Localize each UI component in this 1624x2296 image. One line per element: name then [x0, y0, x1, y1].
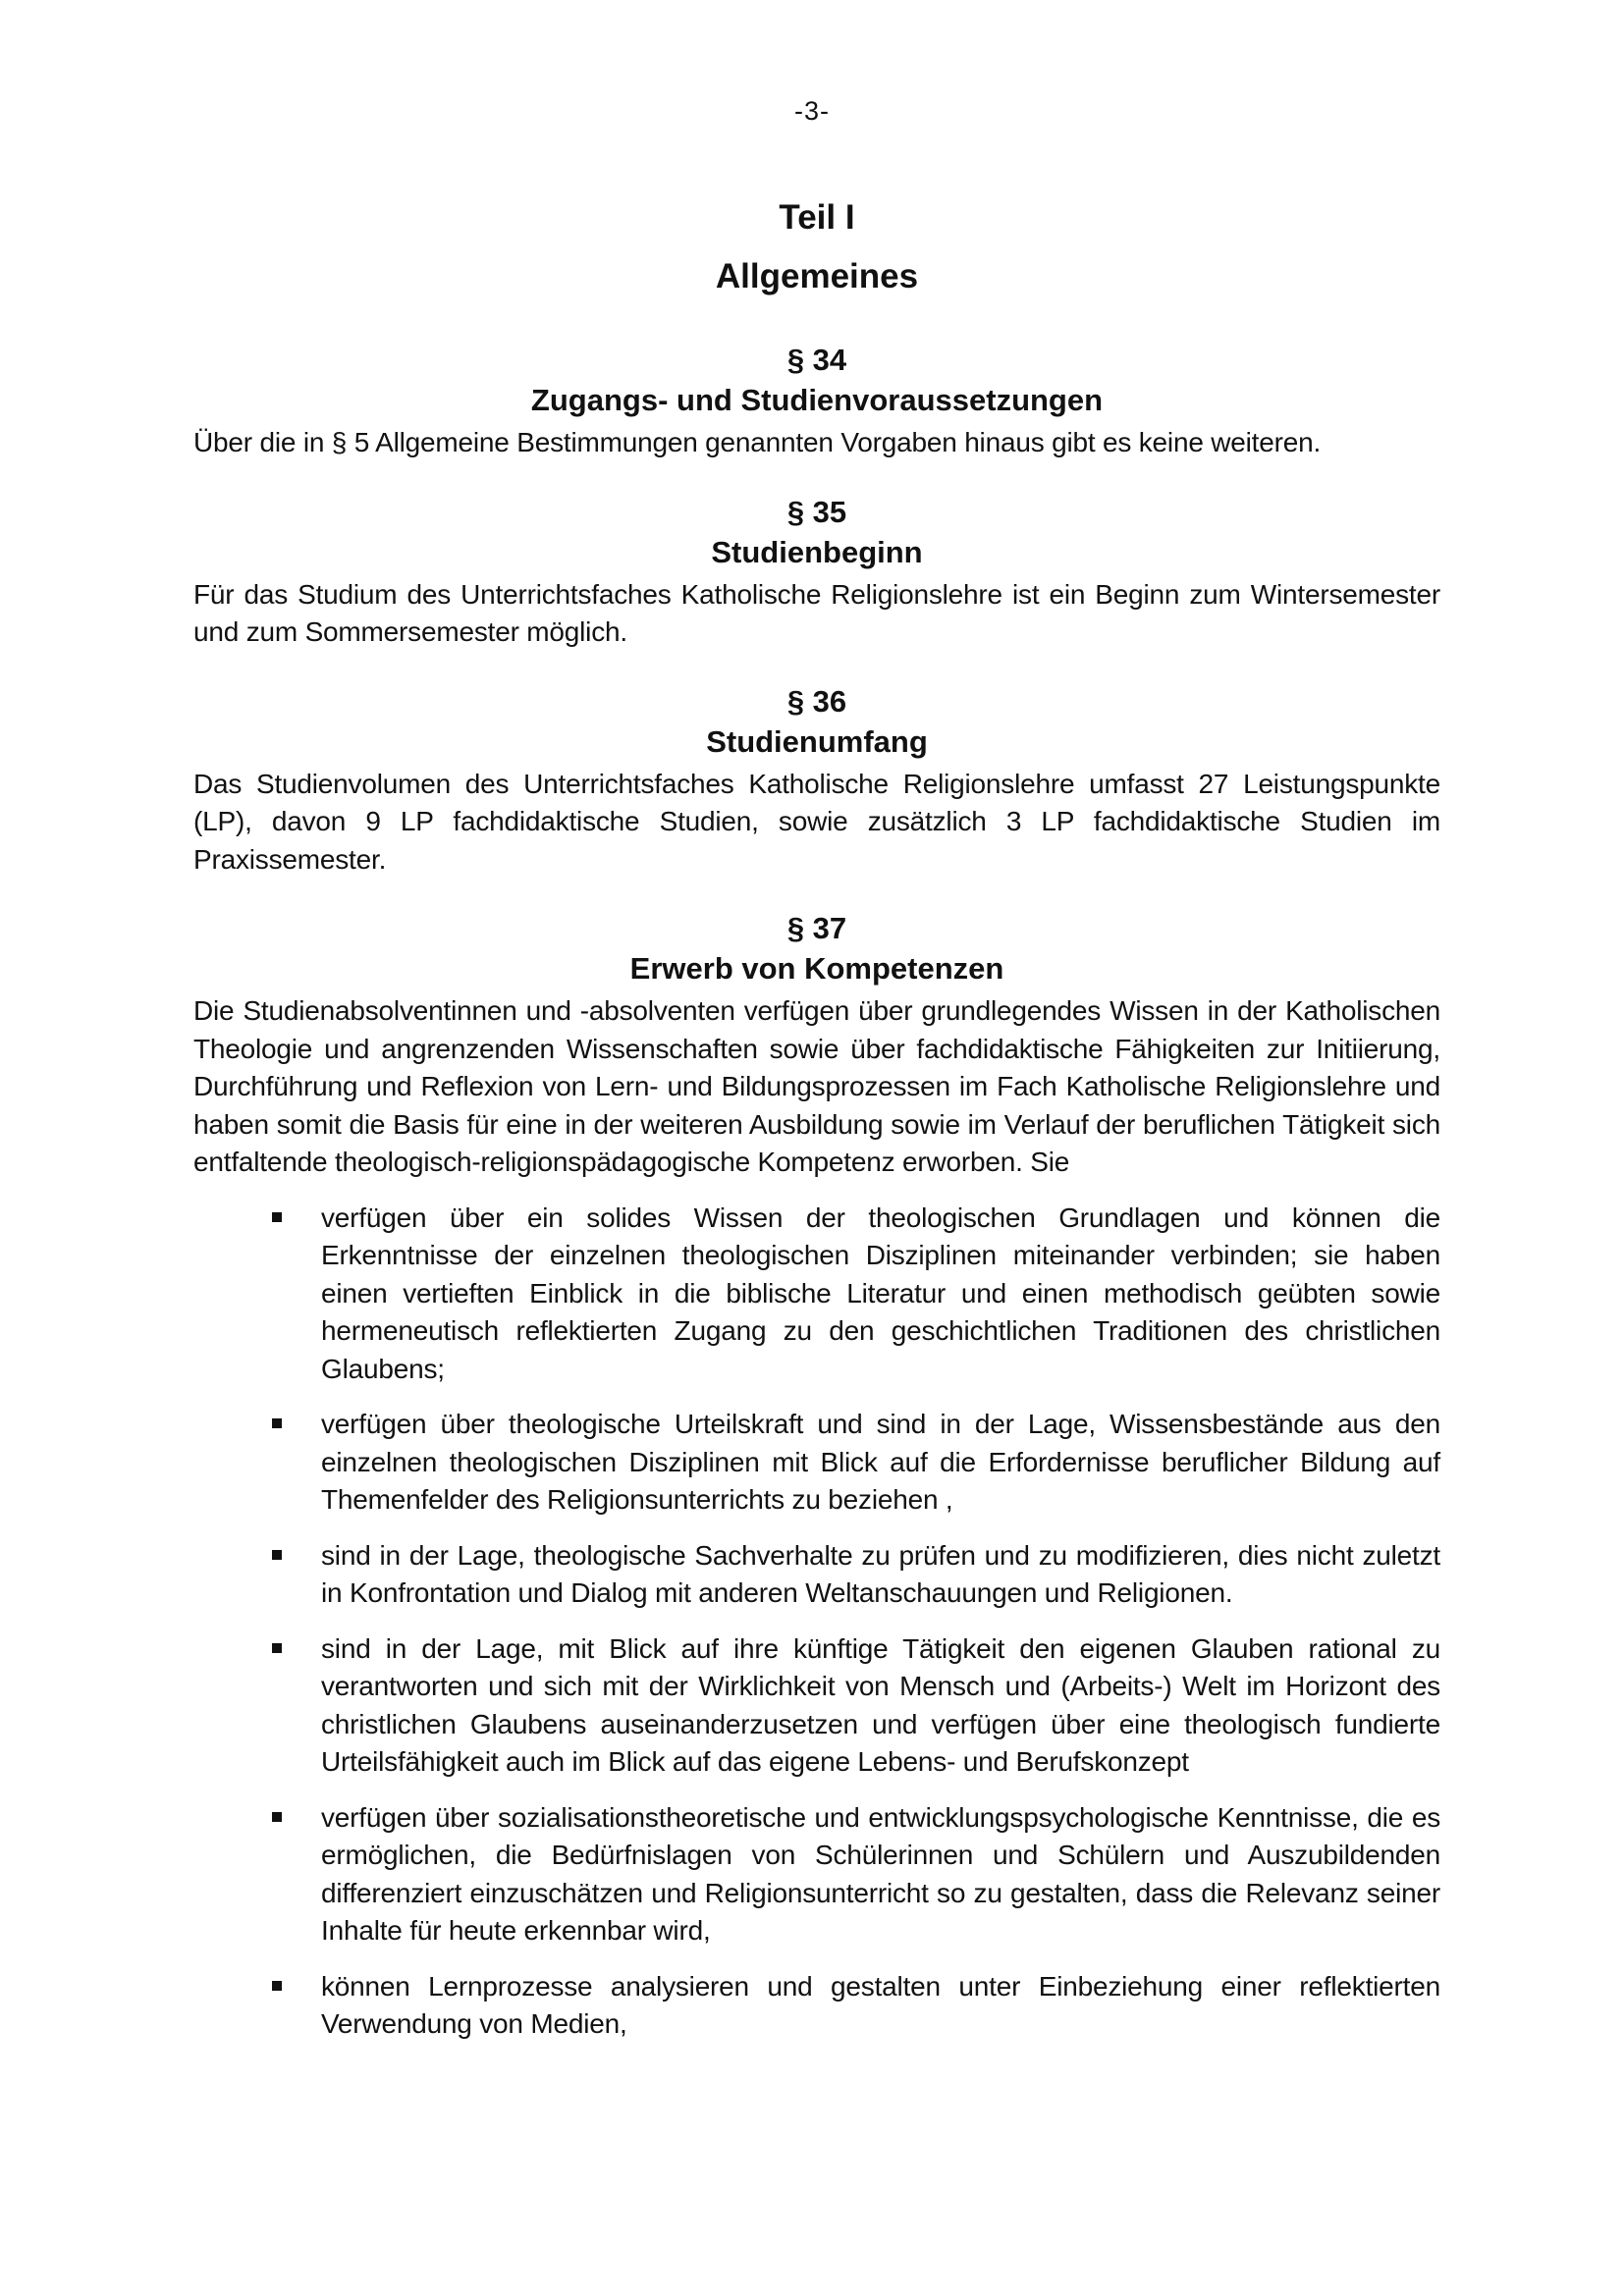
section-title: Erwerb von Kompetenzen: [629, 951, 1004, 986]
section-number: § 36: [786, 683, 847, 719]
section-37: [193, 908, 1440, 2044]
section-number: § 37: [786, 911, 847, 945]
section-number: § 35: [786, 494, 847, 529]
section-36: [193, 681, 1440, 880]
list-item-text: verfügen über sozialisationstheoretische und entwicklungspsychologische Kenntnisse, die es ermöglichen, die Bedürfnislagen von Schülerinnen und Schülern und Auszubildenden differenziert einzuschätzen und Religionsunterricht so zu gestalten, dass die Relevanz seiner Inhalte für heute erkennbar wird,: [321, 1801, 1440, 1946]
section-text: Über die in § 5 Allgemeine Bestimmungen genannten Vorgaben hinaus gibt es keine weiteren.: [193, 427, 1322, 457]
list-item: [321, 1537, 1440, 1613]
section-35: [193, 492, 1440, 652]
list-item-text: verfügen über theologische Urteilskraft und sind in der Lage, Wissensbestände aus den einzelnen theologischen Disziplinen mit Blick auf die Erfordernisse beruflicher Bildung auf Themenfelder des Religionsunterrichts zu beziehen ,: [321, 1409, 1440, 1515]
square-bullet-icon: [272, 1550, 282, 1560]
list-item: [321, 1200, 1440, 1389]
section-text: Für das Studium des Unterrichtsfaches Katholische Religionslehre ist ein Beginn zum Wintersemester und zum Sommersemester möglich.: [193, 578, 1440, 647]
square-bullet-icon: [272, 1643, 282, 1653]
section-text: Die Studienabsolventinnen und -absolventen verfügen über grundlegendes Wissen in der Katholischen Theologie und angrenzenden Wissenschaften sowie über fachdidaktische Fähigkeiten zur Initiierung, Durchführung und Reflexion von Lern- und Bildungsprozessen im Fach Katholische Religionslehre und haben somit die Basis für eine in der weiteren Ausbildung sowie im Verlauf der beruflichen Tätigkeit sich entfaltende theologisch-religionspädagogische Kompetenz erworben. Sie: [193, 995, 1440, 1177]
section-title: Studienumfang: [706, 723, 928, 759]
list-item: [321, 1968, 1440, 2044]
part-title: Teil I: [779, 198, 855, 237]
square-bullet-icon: [272, 1981, 282, 1991]
list-item-text: können Lernprozesse analysieren und gestalten unter Einbeziehung einer reflektierten Verwendung von Medien,: [321, 1970, 1440, 2039]
section-text: Das Studienvolumen des Unterrichtsfaches Katholische Religionslehre umfasst 27 Leistungspunkte (LP), davon 9 LP fachdidaktische Studien, sowie zusätzlich 3 LP fachdidaktische Studien im Praxissemester.: [193, 768, 1440, 875]
section-title: Studienbeginn: [711, 534, 923, 569]
section-title: Zugangs- und Studienvoraussetzungen: [530, 383, 1104, 417]
square-bullet-icon: [272, 1812, 282, 1822]
document-content: [193, 188, 1440, 2061]
list-item: [321, 1406, 1440, 1520]
part-subtitle: Allgemeines: [715, 257, 919, 295]
list-item-text: sind in der Lage, mit Blick auf ihre künftige Tätigkeit den eigenen Glauben rational zu verantworten und sich mit der Wirklichkeit von Mensch und (Arbeits-) Welt im Horizont des christlichen Glaubens auseinanderzusetzen und verfügen über eine theologisch fundierte Urteilsfähigkeit auch im Blick auf das eigene Lebens- und Berufskonzept: [321, 1632, 1440, 1777]
section-34: [193, 340, 1440, 462]
list-item-text: sind in der Lage, theologische Sachverhalte zu prüfen und zu modifizieren, dies nicht zuletzt in Konfrontation und Dialog mit anderen Weltanschauungen und Religionen.: [321, 1539, 1440, 1608]
square-bullet-icon: [272, 1212, 282, 1222]
competency-list: [193, 1200, 1440, 2044]
list-item: [321, 1799, 1440, 1950]
square-bullet-icon: [272, 1418, 282, 1428]
list-item: [321, 1630, 1440, 1782]
section-number: § 34: [786, 343, 847, 377]
page-number: -3-: [794, 96, 830, 126]
list-item-text: verfügen über ein solides Wissen der theologischen Grundlagen und können die Erkenntnisse der einzelnen theologischen Disziplinen miteinander verbinden; sie haben einen vertieften Einblick in die biblische Literatur und einen methodisch geübten sowie hermeneutisch reflektierten Zugang zu den geschichtlichen Traditionen des christlichen Glaubens;: [321, 1201, 1440, 1384]
